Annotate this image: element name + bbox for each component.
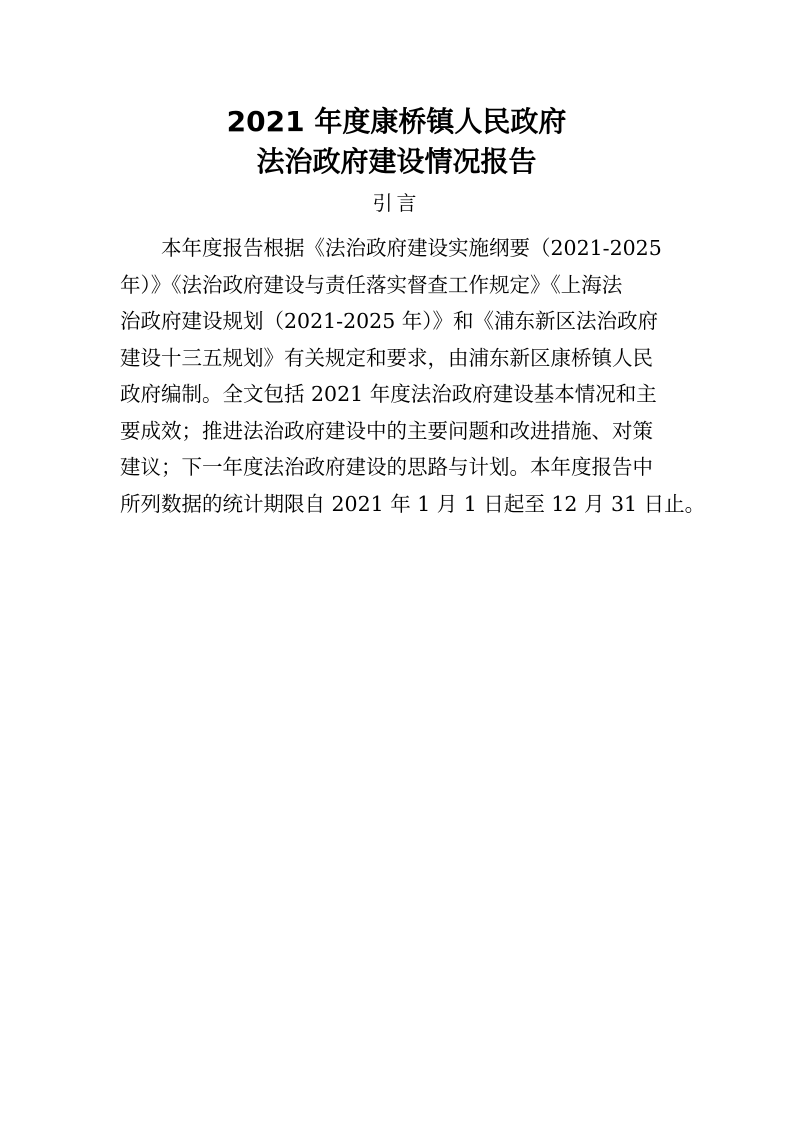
paragraph-line: 建议；下一年度法治政府建设的思路与计划。本年度报告中 [120,455,653,479]
section-heading-introduction: 引言 [372,191,421,215]
paragraph-line: 建设十三五规划》有关规定和要求，由浦东新区康桥镇人民 [120,345,653,370]
report-title-line-2: 法治政府建设情况报告 [256,145,537,178]
report-title-line-1: 2021 年度康桥镇人民政府 [226,105,567,138]
paragraph-line: 年）》《法治政府建设与责任落实督查工作规定》《上海法 [120,272,623,297]
paragraph-line: 要成效；推进法治政府建设中的主要问题和改进措施、对策 [120,418,653,443]
paragraph-line: 所列数据的统计期限自 2021 年 1 月 1 日起至 12 月 31 日止。 [120,491,706,516]
paragraph-line: 政府编制。全文包括 2021 年度法治政府建设基本情况和主 [120,382,657,406]
paragraph-line: 本年度报告根据《法治政府建设实施纲要（2021-2025 [161,236,662,260]
paragraph-line: 治政府建设规划（2021-2025 年）》和《浦东新区法治政府 [120,309,659,333]
introduction-paragraph [120,230,706,522]
